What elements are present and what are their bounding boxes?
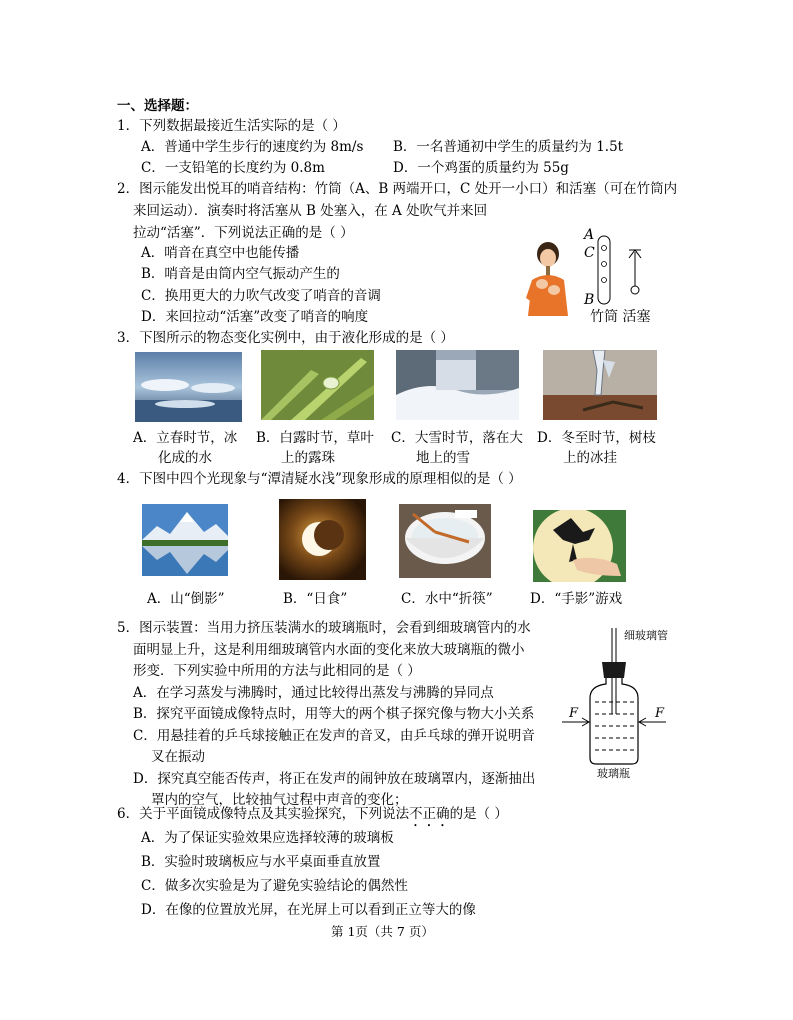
q2-stem-line1: 2．图示能发出悦耳的哨音结构：竹筒（A、B 两端开口，C 处开一小口）和活塞（可在竹筒内 — [117, 181, 678, 197]
q1-option-a: A．普通中学生步行的速度约为 8m/s — [141, 139, 364, 155]
q5-option-b: B．探究平面镜成像特点时，用等大的两个棋子探究像与物大小关系 — [133, 706, 535, 722]
fig-label-b: B — [584, 292, 595, 308]
q3-stem: 3．下图所示的物态变化实例中，由于液化形成的是（ ） — [117, 330, 454, 346]
q3-option-a-line1: A．立春时节，冰 — [133, 430, 238, 446]
q5-stem-line1: 5．图示装置：当用力挤压装满水的玻璃瓶时，会看到细玻璃管内的水 — [117, 620, 531, 636]
q6-stem — [117, 805, 508, 830]
fig-caption-bamboo-piston: 竹筒 活塞 — [590, 309, 651, 325]
q3-option-c-line1: C．大雪时节，落在大 — [391, 430, 523, 446]
q2-option-b: B．哨音是由筒内空气振动产生的 — [141, 266, 340, 282]
fig-label-force-right: F — [655, 706, 665, 721]
q5-option-c-line1: C．用悬挂着的乒乓球接触正在发声的音叉，由乒乓球的弹开说明音 — [133, 728, 535, 744]
fig-label-force-left: F — [569, 706, 579, 721]
icicles-on-branch-photo — [543, 350, 657, 420]
q5-stem-line2: 面明显上升，这是利用细玻璃管内水面的变化来放大玻璃瓶的微小 — [133, 642, 525, 658]
q1-option-d: D．一个鸡蛋的质量约为 55g — [393, 160, 569, 176]
melting-ice-photo — [135, 352, 242, 422]
q4-option-b: B．“日食” — [283, 591, 348, 607]
snow-on-ground-photo — [396, 350, 519, 420]
fig-label-c: C — [584, 245, 595, 261]
q2-stem-line3: 拉动“活塞”．下列说法正确的是（ ） — [133, 225, 354, 241]
q6-stem-before: 6．关于平面镜成像特点及其实验探究，下列说法 — [117, 806, 410, 822]
q2-stem-line2: 来回运动）．演奏时将活塞从 B 处塞入，在 A 处吹气并来回 — [133, 203, 488, 219]
q3-option-a-line2: 化成的水 — [158, 450, 212, 466]
q3-option-d-line2: 上的冰挂 — [563, 450, 617, 466]
page-footer: 第 1页（共 7 页） — [331, 924, 434, 939]
q5-stem-line3: 形变．下列实验中所用的方法与此相同的是（ ） — [133, 663, 421, 679]
q1-option-b: B．一名普通初中学生的质量约为 1.5t — [393, 139, 624, 155]
fig-label-thin-tube: 细玻璃管 — [624, 629, 668, 642]
dew-on-grass-photo — [261, 350, 374, 420]
section-title: 一、选择题： — [117, 98, 198, 114]
q5-option-a: A．在学习蒸发与沸腾时，通过比较得出蒸发与沸腾的异同点 — [133, 685, 494, 701]
hand-shadow-game-photo — [533, 510, 626, 582]
q2-option-a: A．哨音在真空中也能传播 — [141, 245, 300, 261]
q3-option-b-line2: 上的露珠 — [281, 450, 335, 466]
q4-stem: 4．下图中四个光现象与“潭清疑水浅”现象形成的原理相似的是（ ） — [117, 471, 522, 487]
q5-option-d-line2: 罩内的空气，比较抽气过程中声音的变化； — [151, 792, 408, 808]
q4-option-d: D．“手影”游戏 — [530, 591, 623, 607]
q2-option-d: D．来回拉动“活塞”改变了哨音的响度 — [141, 309, 369, 325]
q6-stem-after: 的是（ ） — [449, 806, 508, 822]
fig-label-a: A — [584, 227, 595, 243]
q6-option-d: D．在像的位置放光屏，在光屏上可以看到正立等大的像 — [141, 902, 476, 918]
q5-option-d-line1: D．探究真空能否传声，将正在发声的闹钟放在玻璃罩内，逐渐抽出 — [133, 771, 536, 787]
q4-option-c: C．水中“折筷” — [401, 591, 493, 607]
fig-label-glass-bottle: 玻璃瓶 — [597, 767, 630, 780]
q6-stem-emphasis: 不正确 — [409, 806, 450, 822]
q2-option-c: C．换用更大的力吹气改变了哨音的音调 — [141, 288, 381, 304]
q4-option-a: A．山“倒影” — [147, 591, 225, 607]
girl-playing-whistle-photo — [518, 240, 582, 316]
q5-option-c-line2: 叉在振动 — [151, 749, 205, 765]
q3-option-c-line2: 地上的雪 — [416, 450, 470, 466]
mountain-reflection-photo — [142, 504, 228, 576]
q3-option-d-line1: D．冬至时节，树枝 — [537, 430, 656, 446]
solar-eclipse-photo — [279, 499, 366, 580]
bent-chopsticks-in-bowl-photo — [399, 504, 491, 578]
q6-option-c: C．做多次实验是为了避免实验结论的偶然性 — [141, 878, 408, 894]
q6-option-b: B．实验时玻璃板应与水平桌面垂直放置 — [141, 854, 381, 870]
q6-option-a: A．为了保证实验效果应选择较薄的玻璃板 — [141, 830, 394, 846]
q1-stem: 1．下列数据最接近生活实际的是（ ） — [117, 118, 346, 134]
q3-option-b-line1: B．白露时节，草叶 — [256, 430, 374, 446]
q1-option-c: C．一支铅笔的长度约为 0.8m — [141, 160, 325, 176]
